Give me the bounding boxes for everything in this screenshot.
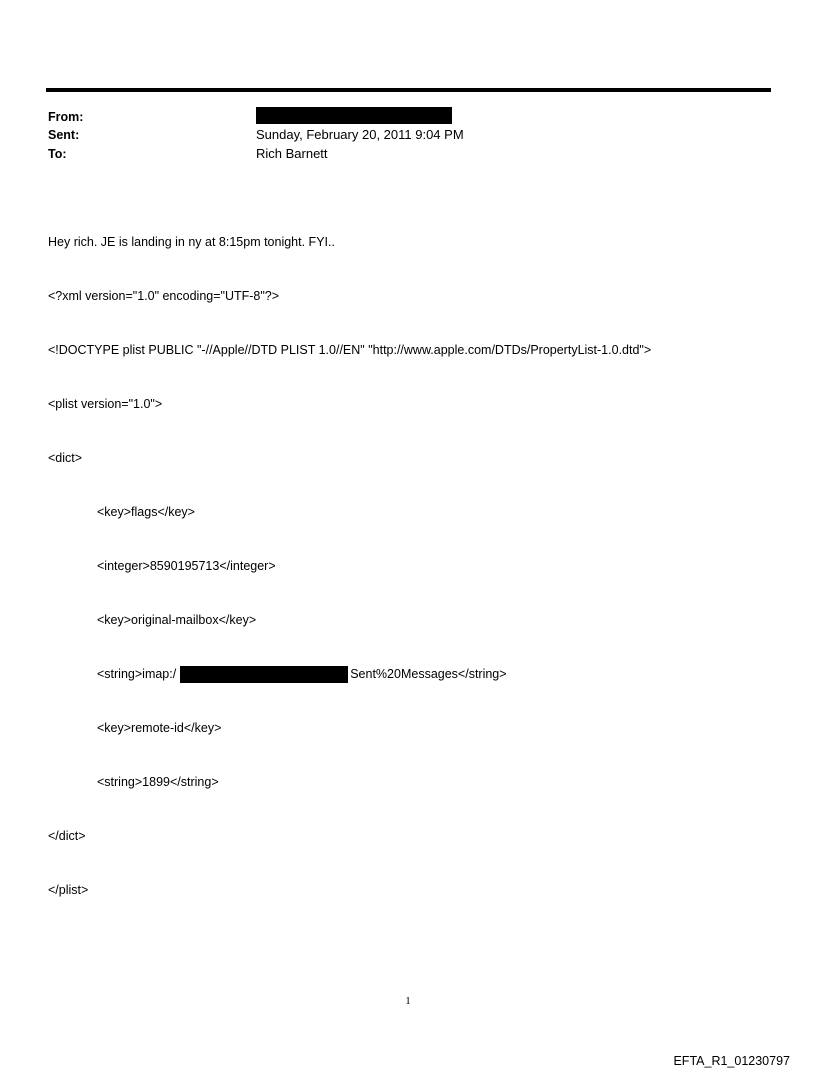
body-line: <key>remote-id</key> [97,721,222,735]
email-body [48,197,651,917]
sent-label: Sent: [48,128,80,142]
body-line: <!DOCTYPE plist PUBLIC "-//Apple//DTD PLIST 1.0//EN" "http://www.apple.com/DTDs/PropertyList-1.0.dtd"> [48,343,652,357]
from-label: From: [48,110,84,124]
body-line: </plist> [48,883,89,897]
from-value [256,106,452,124]
to-label: To: [48,147,67,161]
body-line: <dict> [48,451,83,465]
body-line: </dict> [48,829,86,843]
redaction-box [180,666,348,683]
body-line: <string>1899</string> [97,775,219,789]
body-line: <key>original-mailbox</key> [97,613,257,627]
to-value: Rich Barnett [256,146,328,161]
page-number: 1 [405,995,411,1007]
body-line-redacted [48,665,651,683]
redaction-box [256,107,452,124]
bates-number: EFTA_R1_01230797 [673,1054,790,1068]
body-line: Hey rich. JE is landing in ny at 8:15pm tonight. FYI.. [48,235,335,249]
body-line: <?xml version="1.0" encoding="UTF-8"?> [48,289,280,303]
header-rule [46,88,771,92]
body-line: <integer>8590195713</integer> [97,559,276,573]
body-line-part: <string>imap:/ [97,667,177,681]
body-line: <plist version="1.0"> [48,397,163,411]
body-line-part: Sent%20Messages</string> [350,667,507,681]
body-line: <key>flags</key> [97,505,195,519]
sent-value: Sunday, February 20, 2011 9:04 PM [256,127,464,142]
